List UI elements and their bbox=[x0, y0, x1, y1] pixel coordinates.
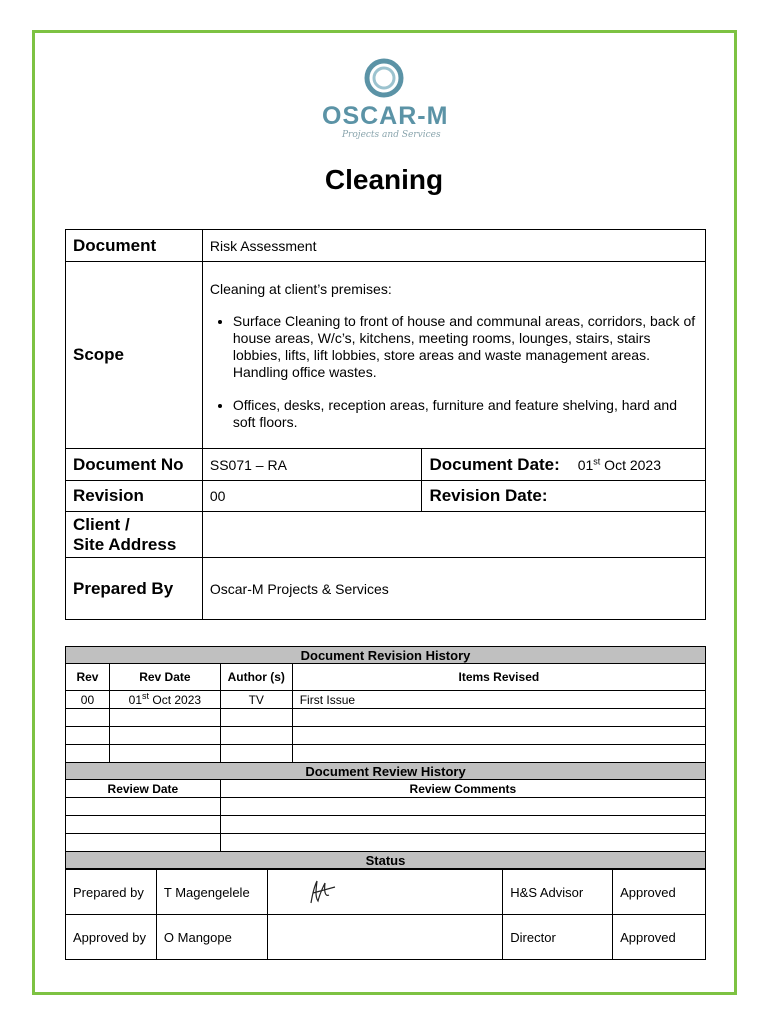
scope-label: Scope bbox=[66, 262, 203, 449]
revision-date-label: Revision Date: bbox=[429, 486, 548, 505]
table-row bbox=[66, 834, 706, 852]
table-row bbox=[66, 691, 706, 709]
document-value: Risk Assessment bbox=[202, 230, 705, 262]
signature-icon bbox=[303, 877, 343, 907]
document-date-label: Document Date: bbox=[429, 454, 560, 474]
rev-cell: 00 bbox=[66, 691, 110, 709]
author-cell bbox=[220, 745, 292, 763]
revision-history-table bbox=[65, 646, 706, 869]
prepared-by-value: Oscar-M Projects & Services bbox=[202, 558, 705, 620]
document-no-label: Document No bbox=[66, 449, 203, 481]
scope-value bbox=[202, 262, 705, 449]
company-logo bbox=[316, 58, 456, 144]
status-name: O Mangope bbox=[156, 915, 267, 960]
review-date-cell bbox=[66, 816, 221, 834]
document-no-value: SS071 – RA bbox=[202, 449, 422, 481]
table-row bbox=[66, 816, 706, 834]
revision-date-cell bbox=[422, 481, 706, 512]
document-date-value: 01st Oct 2023 bbox=[577, 455, 661, 473]
review-comments-cell bbox=[220, 816, 705, 834]
rev-date-cell bbox=[109, 727, 220, 745]
review-comments-cell bbox=[220, 834, 705, 852]
column-header: Author (s) bbox=[220, 664, 292, 691]
rev-cell bbox=[66, 727, 110, 745]
status-table bbox=[65, 869, 706, 960]
page-title: Cleaning bbox=[324, 164, 444, 195]
status-position: Director bbox=[503, 915, 613, 960]
author-cell bbox=[220, 709, 292, 727]
rev-date-cell: 01st Oct 2023 bbox=[109, 691, 220, 709]
column-header: Review Comments bbox=[220, 780, 705, 798]
status-name: T Magengelele bbox=[156, 870, 267, 915]
review-comments-cell bbox=[220, 798, 705, 816]
review-date-cell bbox=[66, 834, 221, 852]
scope-item: • Offices, desks, reception areas, furniture and feature shelving, hard and soft floors. bbox=[233, 397, 697, 431]
scope-intro: Cleaning at client’s premises: bbox=[209, 281, 392, 297]
table-row bbox=[66, 798, 706, 816]
table-row bbox=[66, 745, 706, 763]
logo-wordmark: OSCAR-M bbox=[322, 102, 449, 130]
items-revised-cell bbox=[292, 745, 705, 763]
status-position: H&S Advisor bbox=[503, 870, 613, 915]
review-date-cell bbox=[66, 798, 221, 816]
column-header: Items Revised bbox=[292, 664, 705, 691]
signature-cell bbox=[267, 915, 502, 960]
rev-cell bbox=[66, 709, 110, 727]
status-role: Approved by bbox=[66, 915, 157, 960]
document-label: Document bbox=[66, 230, 203, 262]
signature-cell bbox=[267, 870, 502, 915]
client-value bbox=[202, 512, 705, 558]
status-role: Prepared by bbox=[66, 870, 157, 915]
prepared-by-label: Prepared By bbox=[66, 558, 203, 620]
table-row bbox=[66, 915, 706, 960]
revision-history-title: Document Revision History bbox=[66, 647, 706, 664]
rev-date-cell bbox=[109, 745, 220, 763]
status-state: Approved bbox=[613, 915, 706, 960]
column-header: Rev Date bbox=[109, 664, 220, 691]
rev-date-cell bbox=[109, 709, 220, 727]
revision-label: Revision bbox=[66, 481, 203, 512]
rev-cell bbox=[66, 745, 110, 763]
document-info-table bbox=[65, 229, 706, 620]
items-revised-cell: First Issue bbox=[292, 691, 705, 709]
status-title: Status bbox=[66, 852, 706, 869]
scope-list bbox=[210, 313, 697, 431]
column-header: Review Date bbox=[66, 780, 221, 798]
author-cell: TV bbox=[220, 691, 292, 709]
table-row bbox=[66, 709, 706, 727]
logo-tagline: Projects and Services bbox=[342, 130, 441, 140]
author-cell bbox=[220, 727, 292, 745]
column-header: Rev bbox=[66, 664, 110, 691]
items-revised-cell bbox=[292, 709, 705, 727]
table-row bbox=[66, 870, 706, 915]
revision-value: 00 bbox=[202, 481, 422, 512]
review-history-title: Document Review History bbox=[66, 763, 706, 780]
items-revised-cell bbox=[292, 727, 705, 745]
table-row bbox=[66, 727, 706, 745]
logo-ring-icon bbox=[364, 58, 404, 98]
scope-item: • Surface Cleaning to front of house and communal areas, corridors, back of house areas, W/c’s, kitchens, meeting rooms, lounges, stairs, stairs lobbies, lifts, lift lobbies, store areas and waste management areas. Handling office wastes. bbox=[233, 313, 697, 381]
document-date-cell bbox=[422, 449, 706, 481]
status-state: Approved bbox=[613, 870, 706, 915]
client-label: Client / Site Address bbox=[66, 512, 203, 558]
